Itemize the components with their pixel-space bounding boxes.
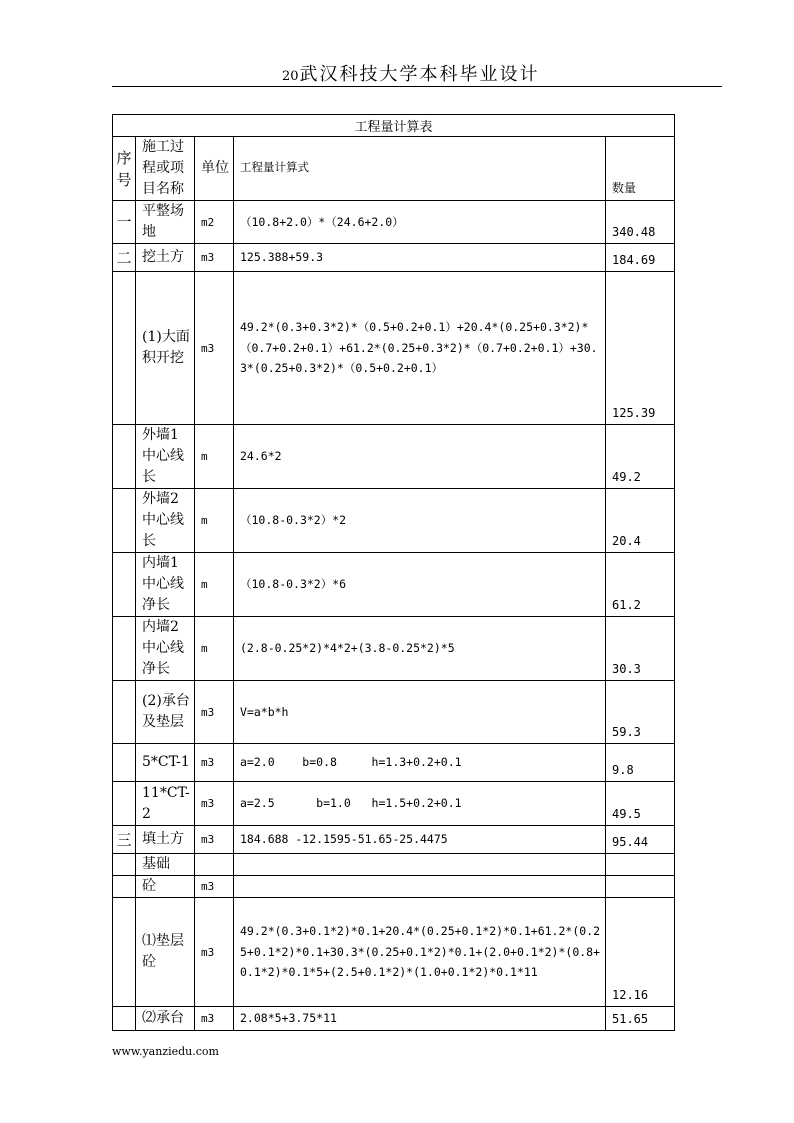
row-unit: m3 bbox=[195, 244, 234, 272]
row-unit: m3 bbox=[195, 876, 234, 898]
row-formula: 125.388+59.3 bbox=[234, 244, 606, 272]
row-formula: a=2.0 b=0.8 h=1.3+0.2+0.1 bbox=[234, 744, 606, 782]
row-seq bbox=[113, 425, 136, 489]
row-quantity: 184.69 bbox=[606, 244, 675, 272]
row-seq: 三 bbox=[113, 826, 136, 854]
row-formula: （10.8-0.3*2）*2 bbox=[234, 489, 606, 553]
row-formula: a=2.5 b=1.0 h=1.5+0.2+0.1 bbox=[234, 782, 606, 826]
row-name: 外墙2中心线长 bbox=[136, 489, 195, 553]
row-quantity: 20.4 bbox=[606, 489, 675, 553]
table-row bbox=[113, 826, 675, 854]
header-title-line bbox=[282, 60, 540, 86]
column-header-name: 施工过程或项目名称 bbox=[136, 137, 195, 201]
document-title: 武汉科技大学本科毕业设计 bbox=[299, 64, 540, 85]
row-quantity: 9.8 bbox=[606, 744, 675, 782]
row-formula: 184.688 -12.1595-51.65-25.4475 bbox=[234, 826, 606, 854]
row-seq bbox=[113, 744, 136, 782]
table-row bbox=[113, 898, 675, 1007]
column-header-formula: 工程量计算式 bbox=[234, 137, 606, 201]
column-header-quantity: 数量 bbox=[606, 137, 675, 201]
row-quantity: 30.3 bbox=[606, 617, 675, 681]
row-quantity: 61.2 bbox=[606, 553, 675, 617]
page-number: 20 bbox=[282, 69, 299, 84]
table-title: 工程量计算表 bbox=[113, 115, 675, 137]
row-quantity: 51.65 bbox=[606, 1007, 675, 1031]
table-row bbox=[113, 744, 675, 782]
row-seq bbox=[113, 898, 136, 1007]
row-formula: （10.8+2.0）*（24.6+2.0） bbox=[234, 201, 606, 244]
row-seq: 一 bbox=[113, 201, 136, 244]
row-seq bbox=[113, 272, 136, 425]
row-seq bbox=[113, 617, 136, 681]
row-unit: m3 bbox=[195, 272, 234, 425]
row-unit: m3 bbox=[195, 898, 234, 1007]
row-formula: 24.6*2 bbox=[234, 425, 606, 489]
row-quantity: 125.39 bbox=[606, 272, 675, 425]
table-row bbox=[113, 425, 675, 489]
table-row bbox=[113, 782, 675, 826]
row-name: 挖土方 bbox=[136, 244, 195, 272]
row-unit: m bbox=[195, 553, 234, 617]
row-formula: （10.8-0.3*2）*6 bbox=[234, 553, 606, 617]
row-seq bbox=[113, 489, 136, 553]
row-seq bbox=[113, 854, 136, 876]
row-quantity: 49.2 bbox=[606, 425, 675, 489]
row-unit: m3 bbox=[195, 744, 234, 782]
row-unit: m3 bbox=[195, 681, 234, 744]
row-name: 砼 bbox=[136, 876, 195, 898]
row-name: 11*CT-2 bbox=[136, 782, 195, 826]
table-row bbox=[113, 617, 675, 681]
row-unit: m3 bbox=[195, 782, 234, 826]
row-formula bbox=[234, 876, 606, 898]
table-row bbox=[113, 854, 675, 876]
column-header-seq: 序号 bbox=[113, 137, 136, 201]
row-name: 外墙1中心线长 bbox=[136, 425, 195, 489]
row-formula: V=a*b*h bbox=[234, 681, 606, 744]
row-name: (2)承台及垫层 bbox=[136, 681, 195, 744]
table-row bbox=[113, 201, 675, 244]
column-header-unit: 单位 bbox=[195, 137, 234, 201]
table-row bbox=[113, 1007, 675, 1031]
row-seq bbox=[113, 1007, 136, 1031]
row-formula: 49.2*(0.3+0.1*2)*0.1+20.4*(0.25+0.1*2)*0.1+61.2*(0.25+0.1*2)*0.1+30.3*(0.25+0.1*2)*0.1+(2.0+0.1*2)*(0.8+0.1*2)*0.1*5+(2.5+0.1*2)*(1.0+0.1*2)*0.1*11 bbox=[234, 898, 606, 1007]
row-name: (1)大面积开挖 bbox=[136, 272, 195, 425]
table-row bbox=[113, 876, 675, 898]
row-unit: m bbox=[195, 425, 234, 489]
row-name: 5*CT-1 bbox=[136, 744, 195, 782]
row-unit: m2 bbox=[195, 201, 234, 244]
row-quantity bbox=[606, 876, 675, 898]
footer-url: www.yanziedu.com bbox=[112, 1045, 219, 1058]
table-row bbox=[113, 553, 675, 617]
table-row bbox=[113, 272, 675, 425]
page-header bbox=[112, 56, 722, 87]
table-row bbox=[113, 681, 675, 744]
row-name: 内墙1中心线净长 bbox=[136, 553, 195, 617]
row-quantity: 12.16 bbox=[606, 898, 675, 1007]
quantity-calculation-table bbox=[112, 114, 675, 1031]
row-formula: 49.2*(0.3+0.3*2)*（0.5+0.2+0.1）+20.4*(0.25+0.3*2)*（0.7+0.2+0.1）+61.2*(0.25+0.3*2)*（0.7+0.2+0.1）+30.3*(0.25+0.3*2)*（0.5+0.2+0.1） bbox=[234, 272, 606, 425]
row-formula bbox=[234, 854, 606, 876]
row-quantity: 95.44 bbox=[606, 826, 675, 854]
row-seq bbox=[113, 782, 136, 826]
row-unit: m bbox=[195, 489, 234, 553]
row-quantity: 49.5 bbox=[606, 782, 675, 826]
row-quantity: 59.3 bbox=[606, 681, 675, 744]
row-formula: (2.8-0.25*2)*4*2+(3.8-0.25*2)*5 bbox=[234, 617, 606, 681]
row-unit: m3 bbox=[195, 1007, 234, 1031]
row-name: 内墙2中心线净长 bbox=[136, 617, 195, 681]
row-quantity bbox=[606, 854, 675, 876]
row-unit bbox=[195, 854, 234, 876]
row-formula: 2.08*5+3.75*11 bbox=[234, 1007, 606, 1031]
row-seq: 二 bbox=[113, 244, 136, 272]
row-name: ⑴垫层砼 bbox=[136, 898, 195, 1007]
row-name: 填土方 bbox=[136, 826, 195, 854]
row-unit: m bbox=[195, 617, 234, 681]
table-row bbox=[113, 244, 675, 272]
row-name: 平整场地 bbox=[136, 201, 195, 244]
row-seq bbox=[113, 553, 136, 617]
row-name: 基础 bbox=[136, 854, 195, 876]
row-quantity: 340.48 bbox=[606, 201, 675, 244]
row-unit: m3 bbox=[195, 826, 234, 854]
table-row bbox=[113, 489, 675, 553]
row-seq bbox=[113, 681, 136, 744]
row-seq bbox=[113, 876, 136, 898]
row-name: ⑵承台 bbox=[136, 1007, 195, 1031]
